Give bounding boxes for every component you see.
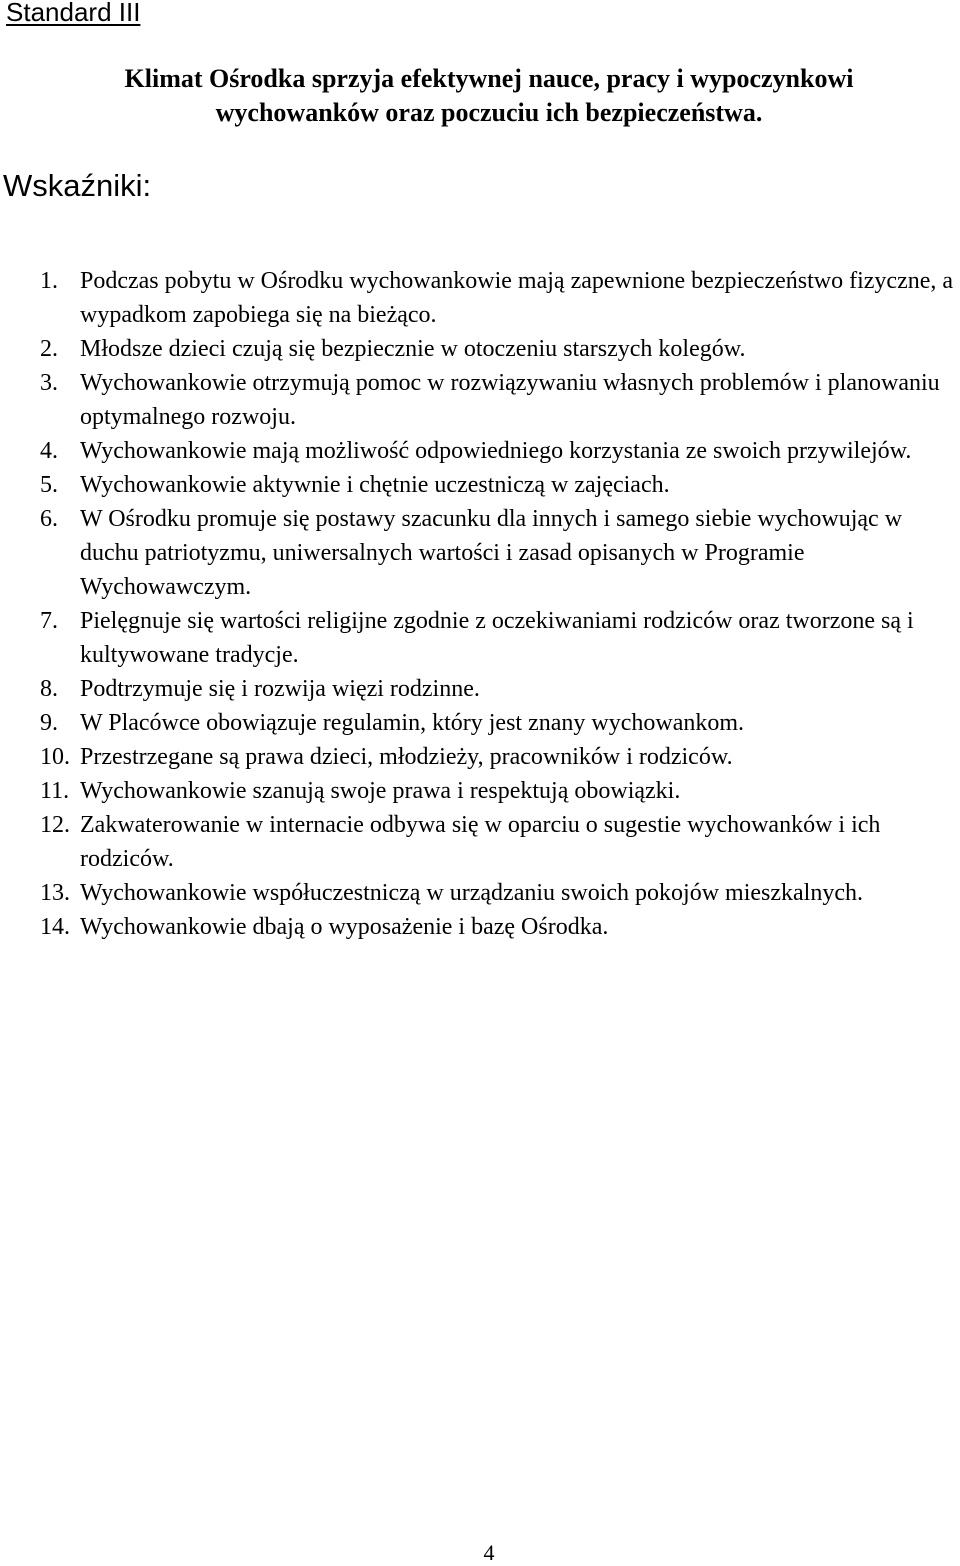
indicator-number: 9. [40,710,58,736]
indicator-number: 13. [40,880,70,906]
indicator-text: Wychowankowie szanują swoje prawa i respektują obowiązki. [80,778,681,804]
indicator-text: Wychowankowie dbają o wyposażenie i bazę Ośrodka. [80,914,609,940]
indicator-item [0,366,960,434]
indicator-number: 1. [40,268,58,294]
indicator-number: 2. [40,336,58,362]
indicator-number: 8. [40,676,58,702]
indicator-number: 6. [40,506,58,532]
indicator-text: Zakwaterowanie w internacie odbywa się w oparciu o sugestie wychowanków i ich rodziców. [80,812,881,872]
standard-statement [0,62,960,130]
indicator-text: Pielęgnuje się wartości religijne zgodnie z oczekiwaniami rodziców oraz tworzone są i kultywowane tradycje. [80,608,914,668]
indicator-item [0,672,960,706]
statement-line: Klimat Ośrodka sprzyja efektywnej nauce, pracy i wypoczynkowi [124,64,854,93]
indicator-number: 10. [40,744,70,770]
indicator-item [0,740,960,774]
indicator-item [0,706,960,740]
indicator-text: Młodsze dzieci czują się bezpiecznie w otoczeniu starszych kolegów. [80,336,746,362]
indicator-text: W Ośrodku promuje się postawy szacunku dla innych i samego siebie wychowując w duchu patriotyzmu, uniwersalnych wartości i zasad opisanych w Programie Wychowawczym. [80,506,903,600]
indicator-text: Wychowankowie mają możliwość odpowiedniego korzystania ze swoich przywilejów. [80,438,912,464]
standard-heading: Standard III [6,0,141,27]
indicator-item [0,264,960,332]
indicator-number: 7. [40,608,58,634]
indicator-text: Przestrzegane są prawa dzieci, młodzieży, pracowników i rodziców. [80,744,733,770]
indicator-text: Wychowankowie aktywnie i chętnie uczestniczą w zajęciach. [80,472,670,498]
indicator-text: W Placówce obowiązuje regulamin, który jest znany wychowankom. [80,710,745,736]
indicator-text: Wychowankowie współuczestniczą w urządzaniu swoich pokojów mieszkalnych. [80,880,863,906]
indicator-list [0,264,960,944]
indicator-item [0,434,960,468]
indicator-text: Podtrzymuje się i rozwija więzi rodzinne. [80,676,480,702]
indicator-item [0,876,960,910]
indicator-item [0,774,960,808]
indicator-item [0,332,960,366]
statement-line: wychowanków oraz poczuciu ich bezpieczeństwa. [215,98,763,127]
indicator-number: 3. [40,370,58,396]
indicator-number: 14. [40,914,70,940]
indicators-label: Wskaźniki: [3,168,152,203]
indicator-item [0,502,960,604]
indicator-item [0,604,960,672]
page-number: 4 [483,1540,495,1565]
indicator-item [0,468,960,502]
indicator-item [0,808,960,876]
indicator-number: 12. [40,812,70,838]
indicator-text: Wychowankowie otrzymują pomoc w rozwiązywaniu własnych problemów i planowaniu optymalnego rozwoju. [80,370,940,430]
indicator-item [0,910,960,944]
indicator-number: 11. [40,778,70,804]
indicator-number: 5. [40,472,58,498]
indicator-number: 4. [40,438,58,464]
indicator-text: Podczas pobytu w Ośrodku wychowankowie mają zapewnione bezpieczeństwo fizyczne, a wypadkom zapobiega się na bieżąco. [80,268,954,328]
